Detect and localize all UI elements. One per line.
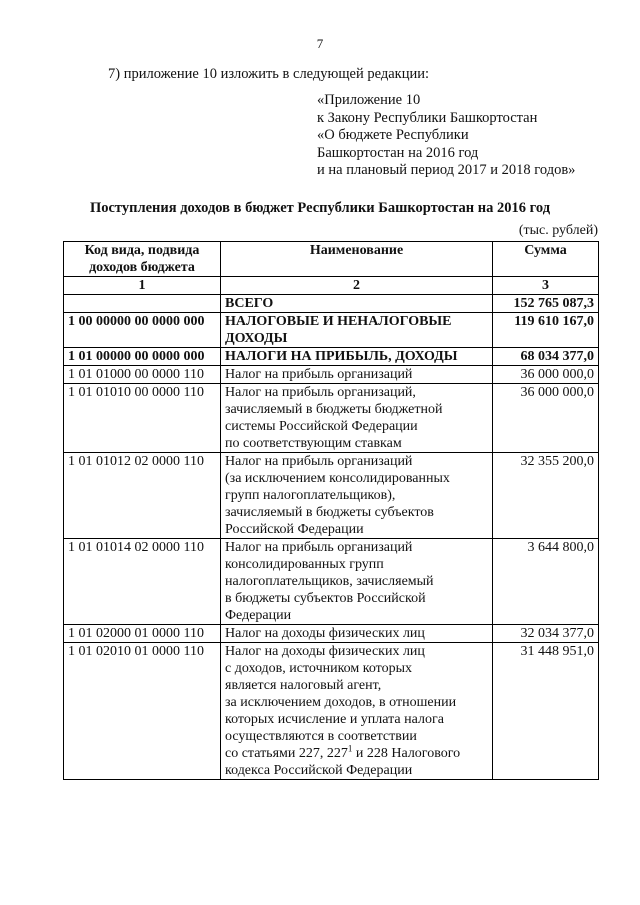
appendix-reference (317, 92, 575, 180)
header-sum: Сумма (493, 242, 599, 277)
row-name-line: Налог на прибыль организаций, (225, 385, 416, 400)
appendix-line: «О бюджете Республики (317, 127, 469, 143)
row-name-line: налогоплательщиков, зачисляемый (225, 574, 434, 589)
table-row (64, 643, 599, 780)
row-sum: 32 034 377,0 (493, 625, 599, 643)
row-name-line: Налог на доходы физических лиц (225, 626, 425, 641)
row-code (64, 295, 221, 313)
row-sum: 68 034 377,0 (493, 348, 599, 366)
row-name (221, 384, 493, 453)
row-sum: 36 000 000,0 (493, 366, 599, 384)
row-name (221, 348, 493, 366)
row-name-text: со статьями 227, 227 (225, 746, 348, 761)
row-sum: 119 610 167,0 (493, 313, 599, 348)
row-code: 1 01 00000 00 0000 000 (64, 348, 221, 366)
row-sum: 152 765 087,3 (493, 295, 599, 313)
row-sum: 3 644 800,0 (493, 539, 599, 625)
row-code: 1 00 00000 00 0000 000 (64, 313, 221, 348)
column-number: 2 (221, 277, 493, 295)
row-name-line: ВСЕГО (225, 296, 274, 311)
row-code: 1 01 01010 00 0000 110 (64, 384, 221, 453)
row-name-line: системы Российской Федерации (225, 419, 418, 434)
document-title: Поступления доходов в бюджет Республики Башкортостан на 2016 год (89, 200, 551, 216)
row-sum: 36 000 000,0 (493, 384, 599, 453)
row-name-line: (за исключением консолидированных (225, 471, 450, 486)
appendix-line: «Приложение 10 (317, 92, 421, 108)
row-name (221, 366, 493, 384)
revenue-table (63, 241, 599, 780)
row-name-line: зачисляемый в бюджеты субъектов (225, 505, 434, 520)
row-name-line: ДОХОДЫ (225, 331, 288, 346)
units-label: (тыс. рублей) (518, 223, 598, 238)
row-name-line: НАЛОГИ НА ПРИБЫЛЬ, ДОХОДЫ (225, 349, 458, 364)
row-name-line: консолидированных групп (225, 557, 384, 572)
row-name-line: Российской Федерации (225, 522, 364, 537)
row-name-line: кодекса Российской Федерации (225, 763, 413, 778)
row-name (221, 453, 493, 539)
row-name (221, 625, 493, 643)
table-row (64, 453, 599, 539)
row-name (221, 295, 493, 313)
row-name-text: и 228 Налогового (352, 746, 461, 761)
header-code: Код вида, подвида доходов бюджета (64, 242, 221, 277)
superscript: 1 (347, 743, 353, 754)
table-row (64, 384, 599, 453)
row-name-line: по соответствующим ставкам (225, 436, 402, 451)
row-name-line: в бюджеты субъектов Российской (225, 591, 426, 606)
row-name-line (225, 745, 488, 762)
table-row (64, 625, 599, 643)
appendix-line: и на плановый период 2017 и 2018 годов» (317, 162, 576, 178)
table-header-row (64, 242, 599, 277)
row-name-line: осуществляются в соответствии (225, 729, 417, 744)
row-sum: 31 448 951,0 (493, 643, 599, 780)
row-name-line: с доходов, источником которых (225, 661, 413, 676)
row-code: 1 01 01000 00 0000 110 (64, 366, 221, 384)
row-name-line: зачисляемый в бюджеты бюджетной (225, 402, 443, 417)
row-name-line: Налог на доходы физических лиц (225, 644, 425, 659)
row-name-line: Федерации (225, 608, 292, 623)
row-name-line: Налог на прибыль организаций (225, 367, 413, 382)
column-number: 1 (64, 277, 221, 295)
table-row (64, 313, 599, 348)
row-code: 1 01 01014 02 0000 110 (64, 539, 221, 625)
column-number: 3 (493, 277, 599, 295)
table-row (64, 366, 599, 384)
row-name-line: НАЛОГОВЫЕ И НЕНАЛОГОВЫЕ (225, 314, 452, 329)
page-number: 7 (316, 36, 324, 51)
column-number-row (64, 277, 599, 295)
row-sum: 32 355 200,0 (493, 453, 599, 539)
table-row (64, 348, 599, 366)
row-name-line: групп налогоплательщиков), (225, 488, 396, 503)
appendix-line: к Закону Республики Башкортостан (317, 109, 538, 126)
header-name: Наименование (221, 242, 493, 277)
row-name-line: Налог на прибыль организаций (225, 540, 413, 555)
row-code: 1 01 02010 01 0000 110 (64, 643, 221, 780)
row-code: 1 01 01012 02 0000 110 (64, 453, 221, 539)
row-code: 1 01 02000 01 0000 110 (64, 625, 221, 643)
row-name (221, 313, 493, 348)
row-name-line: Налог на прибыль организаций (225, 454, 413, 469)
row-name-line: за исключением доходов, в отношении (225, 695, 457, 710)
table-row (64, 295, 599, 313)
table-row (64, 539, 599, 625)
row-name-line: является налоговый агент, (225, 678, 382, 693)
appendix-line: Башкортостан на 2016 год (317, 144, 479, 161)
row-name (221, 643, 493, 780)
row-name-line: которых исчисление и уплата налога (225, 712, 444, 727)
row-name (221, 539, 493, 625)
intro-text: 7) приложение 10 изложить в следующей редакции: (108, 66, 430, 82)
